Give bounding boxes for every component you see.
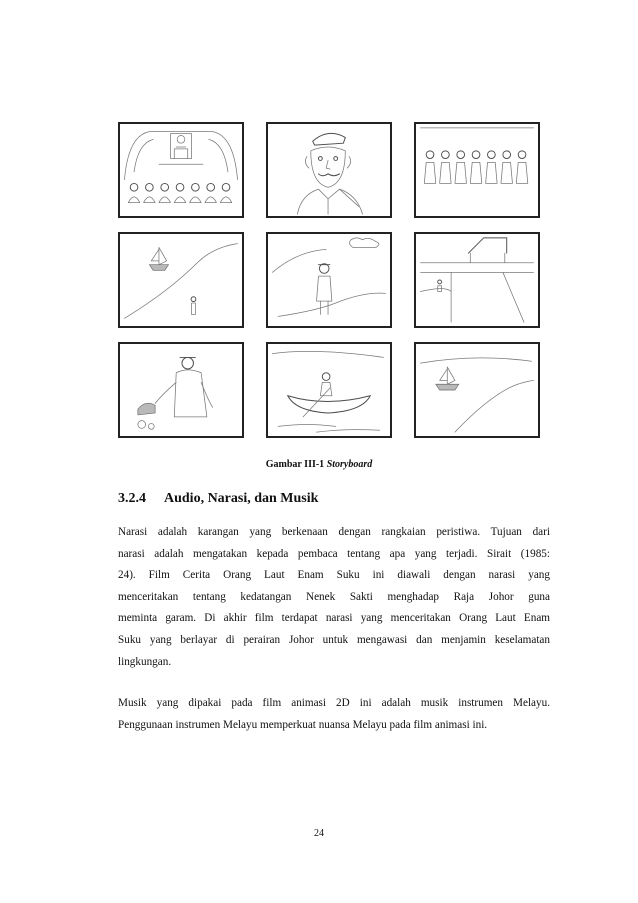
storyboard-panel-8 bbox=[266, 342, 392, 438]
section-number: 3.2.4 bbox=[118, 491, 146, 506]
audience-sketch bbox=[128, 183, 231, 202]
paragraph-line: Suku yang berlayar di perairan Johor untuk mengawasi dan menjamin keselamatan bbox=[118, 633, 550, 646]
paragraph-line: meminta garam. Di akhir film terdapat narasi yang menceritakan Orang Laut Enam bbox=[118, 612, 550, 625]
section-title: Audio, Narasi, dan Musik bbox=[164, 491, 319, 506]
paragraph-line: Narasi adalah karangan yang berkenaan dengan rangkaian peristiwa. Tujuan dari bbox=[118, 526, 550, 538]
storyboard-panel-9 bbox=[414, 342, 540, 438]
sailing-away-sketch bbox=[416, 344, 538, 436]
storyboard-figure bbox=[118, 122, 550, 440]
storyboard-panel-6 bbox=[414, 232, 540, 328]
paragraph-line: Musik yang dipakai pada film animasi 2D ini adalah musik instrumen Melayu. bbox=[118, 697, 550, 709]
paragraph-line: lingkungan. bbox=[118, 655, 172, 668]
portrait-sketch bbox=[268, 124, 390, 216]
lineup-sketch bbox=[416, 124, 538, 216]
storyboard-panel-1 bbox=[118, 122, 244, 218]
rowing-boat-sketch bbox=[268, 344, 390, 436]
page-number: 24 bbox=[314, 828, 324, 839]
paragraph-narasi bbox=[118, 522, 550, 673]
throne-room-sketch bbox=[120, 124, 242, 216]
standing-figure-sketch bbox=[268, 234, 390, 326]
paragraph-line: narasi adalah mengatakan kepada pembaca tentang apa yang terjadi. Sirait (1985: bbox=[118, 547, 550, 560]
caption-title: Storyboard bbox=[326, 459, 373, 470]
caption-label: Gambar III-1 bbox=[265, 459, 325, 470]
storyboard-panel-4 bbox=[118, 232, 244, 328]
paragraph-line: 24). Film Cerita Orang Laut Enam Suku ini diawali dengan narasi yang bbox=[118, 569, 550, 582]
boat-shore-sketch bbox=[120, 234, 242, 326]
storyboard-panel-5 bbox=[266, 232, 392, 328]
paragraph-musik bbox=[118, 693, 550, 736]
figure-caption bbox=[0, 459, 638, 470]
storyboard-panel-2 bbox=[266, 122, 392, 218]
paragraph-line: Penggunaan instrumen Melayu memperkuat nuansa Melayu pada film animasi ini. bbox=[118, 718, 488, 731]
offering-sketch bbox=[120, 344, 242, 436]
paragraph-line: menceritakan tentang kedatangan Nenek Sakti menghadap Raja Johor guna bbox=[118, 590, 550, 603]
section-heading bbox=[118, 491, 318, 507]
jetty-sketch bbox=[416, 234, 538, 326]
storyboard-panel-3 bbox=[414, 122, 540, 218]
storyboard-panel-7 bbox=[118, 342, 244, 438]
